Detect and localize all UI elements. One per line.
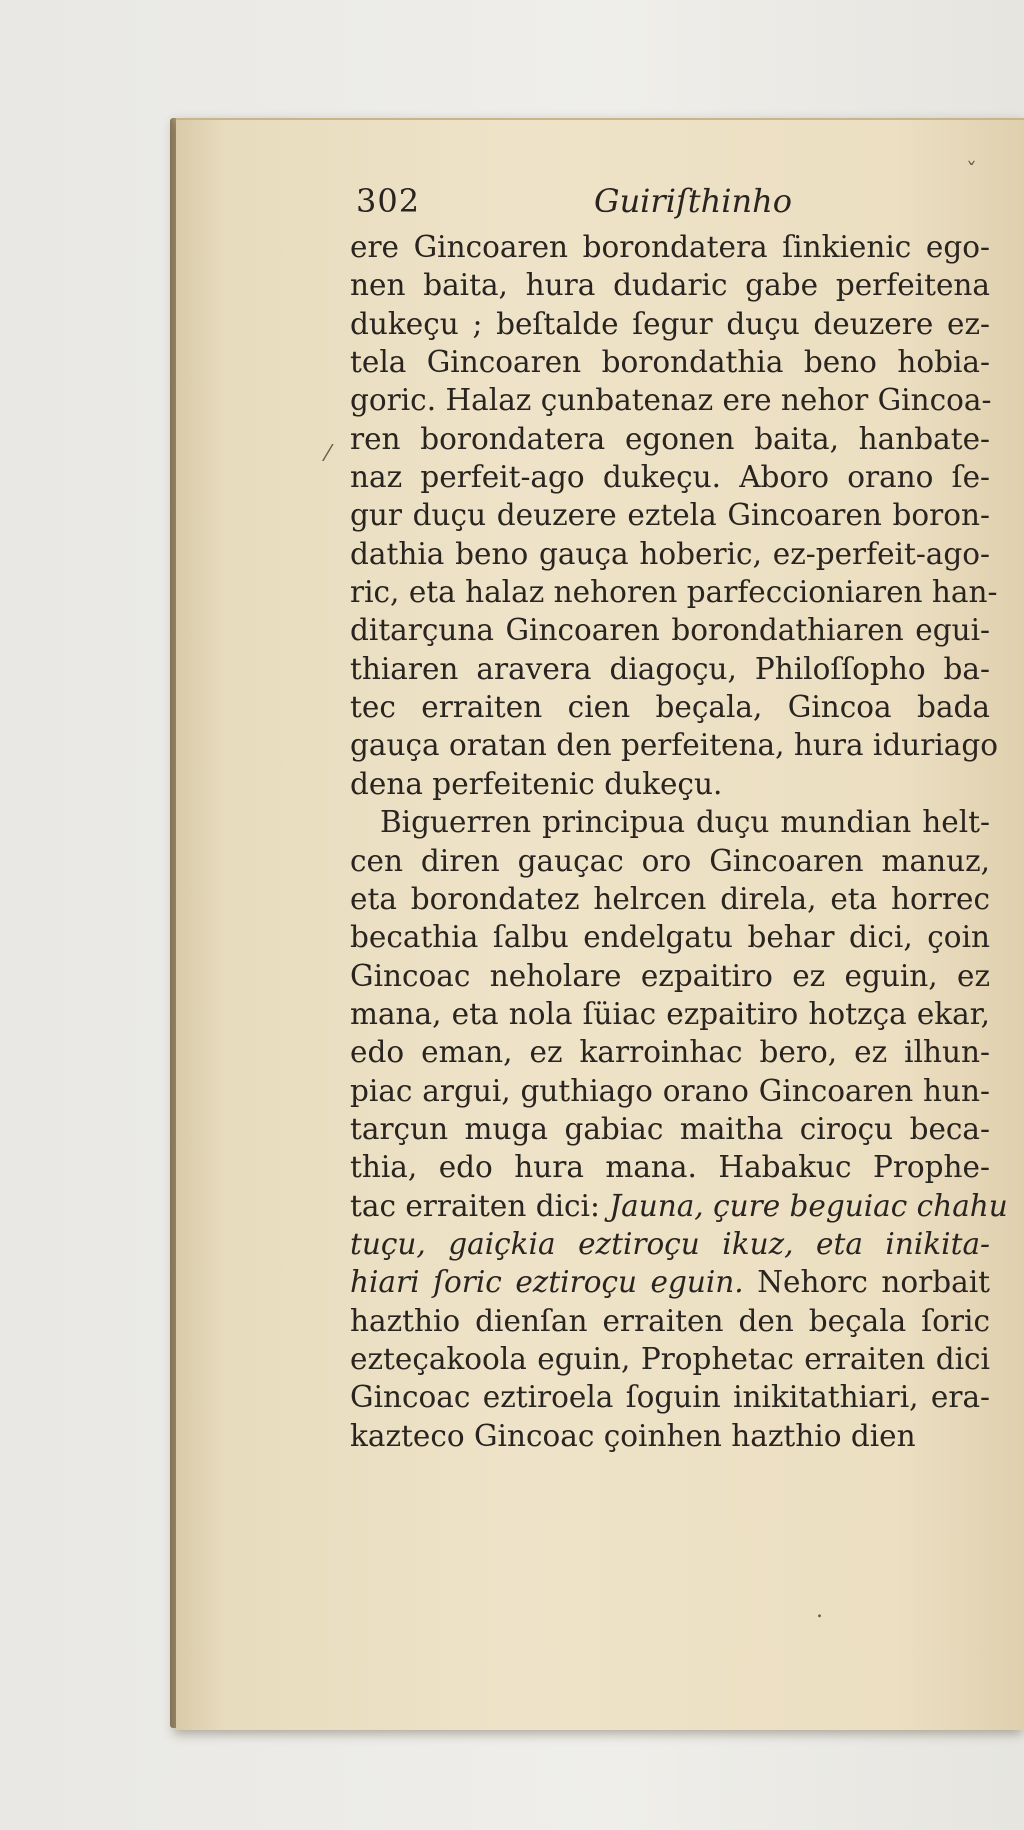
text-line: Biguerren principua duçu mundian helt-: [380, 805, 990, 840]
text-line: goric. Halaz çunbatenaz ere nehor Gincoa-: [350, 383, 992, 418]
text-line: ric, eta halaz nehoren parfeccioniaren han-: [350, 575, 998, 610]
text-line: eta borondatez helrcen direla, eta horrec: [350, 881, 990, 916]
margin-mark: .: [816, 1598, 823, 1623]
body-text: [350, 228, 1008, 1455]
text-line: tac erraiten dici: Jauna, çure beguiac chahu: [350, 1188, 1008, 1223]
text-line: nen baita, hura dudaric gabe perfeitena: [350, 268, 990, 303]
text-line: dukeçu ; beſtalde ſegur duçu deuzere ez-: [350, 306, 990, 341]
text-line: naz perfeit-ago dukeçu. Aboro orano ſe-: [350, 460, 990, 495]
text-line: ezteçakoola eguin, Prophetac erraiten dici: [350, 1341, 990, 1376]
text-line: hiari ſoric eztiroçu eguin. Nehorc norbait: [350, 1265, 990, 1300]
text-line: thia, edo hura mana. Habakuc Prophe-: [350, 1150, 990, 1185]
margin-mark: ˇ: [966, 160, 977, 185]
text-line: mana, eta nola ſüiac ezpaitiro hotzça ekar,: [350, 996, 990, 1031]
text-line: becathia ſalbu endelgatu behar dici, çoin: [350, 920, 990, 955]
text-line: tec erraiten cien beçala, Gincoa bada: [350, 690, 990, 725]
text-line: ditarçuna Gincoaren borondathiaren egui-: [350, 613, 990, 648]
text-line: dathia beno gauça hoberic, ez-perfeit-ago-: [350, 536, 990, 571]
text-line: thiaren aravera diagoçu, Philoſſopho ba-: [350, 651, 990, 686]
text-line: hazthio dienſan erraiten den beçala ſoric: [350, 1303, 990, 1338]
text-line: Gincoac eztiroela ſoguin inikitathiari, era-: [350, 1380, 990, 1415]
text-line: ren borondatera egonen baita, hanbate-: [350, 421, 990, 456]
text-line: tarçun muga gabiac maitha ciroçu beca-: [350, 1111, 990, 1146]
text-line: gur duçu deuzere eztela Gincoaren boron-: [350, 498, 990, 533]
text-line: dena perfeitenic dukeçu.: [350, 766, 723, 801]
text-line: piac argui, guthiago orano Gincoaren hun-: [350, 1073, 990, 1108]
text-line: ere Gincoaren borondatera ſinkienic ego-: [350, 230, 990, 264]
text-line: cen diren gauçac oro Gincoaren manuz,: [350, 843, 990, 878]
text-line: tela Gincoaren borondathia beno hobia-: [350, 345, 990, 380]
text-line: gauça oratan den perfeitena, hura iduriago: [350, 728, 999, 763]
text-line: edo eman, ez karroinhac bero, ez ilhun-: [350, 1035, 990, 1070]
running-head: [356, 182, 876, 222]
text-line: kazteco Gincoac çoinhen hazthio dien: [350, 1418, 916, 1453]
text-line: Gincoac neholare ezpaitiro ez eguin, ez: [350, 958, 990, 993]
text-line: tuçu, gaiçkia eztiroçu ikuz, eta inikita-: [350, 1226, 990, 1261]
running-title: Guiriſthinho: [594, 182, 792, 220]
book-page: [176, 118, 1024, 1730]
page-number: 302: [356, 182, 421, 220]
margin-mark: ⁄: [326, 442, 330, 467]
